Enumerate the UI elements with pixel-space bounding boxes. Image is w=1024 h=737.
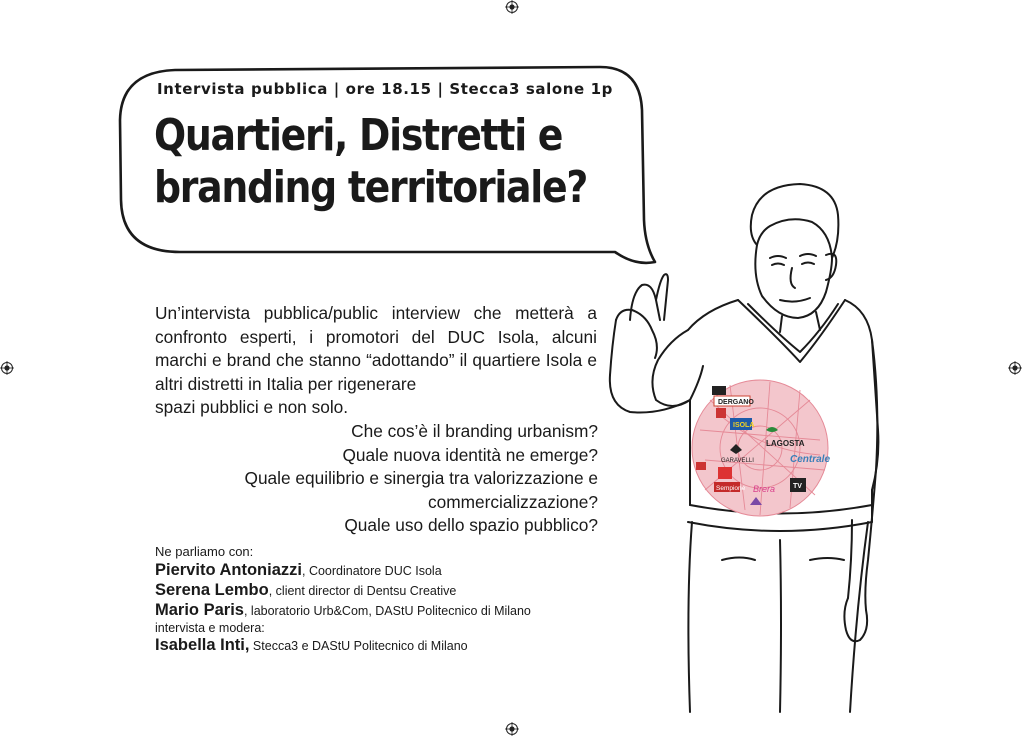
map-graphic [692,380,831,516]
speaker-entry [155,581,615,601]
speakers-intro: Ne parliamo con: [155,544,254,559]
question-item: commercializzazione? [428,491,598,512]
speaker-name: Piervito Antoniazzi [155,561,302,579]
speaker-entry [155,601,615,636]
speaker-name: Serena Lembo [155,581,269,599]
speaker-name: Isabella Inti, [155,636,250,654]
brera-label: Brera [753,484,776,494]
speakers-section [155,543,615,656]
speaker-role: , client director di Dentsu Creative [268,584,457,598]
logo-badge [696,462,706,470]
dergano-label: DERGANO [718,399,754,406]
title-line-2: branding territoriale? [154,162,587,213]
speaker-role: , Coordinatore DUC Isola [302,564,442,578]
speaker-entry [155,561,615,581]
speaker-name: Mario Paris [155,601,244,619]
moderator-note: intervista e modera: [155,621,265,635]
intro-last-line: spazi pubblici e non solo. [155,397,349,418]
logo-badge [712,386,726,395]
ferrari-icon [716,408,726,418]
intro-body: Un’intervista pubblica/public interview che metterà a confronto esperti, i promotori del DUC Isola, alcuni marchi e brand che stanno “adottando” il quartiere Isola e altri distretti in Italia per rigenerare [155,303,597,394]
lagosta-label: LAGOSTA [766,439,805,448]
centrale-label: Centrale [790,454,831,465]
intro-paragraph [155,302,597,420]
question-item: Quale uso dello spazio pubblico? [344,515,598,536]
logo-badge [718,467,732,479]
question-item: Quale equilibrio e sinergia tra valorizzazione e [244,468,598,489]
title-line-1: Quartieri, Distretti e [154,110,563,161]
question-item: Che cos’è il branding urbanism? [351,421,598,441]
page-title [154,110,618,214]
sempione-label: Sempione [716,485,746,492]
questions-list [150,420,598,538]
garavelli-label: GARAVELLI [721,458,754,464]
question-item: Quale nuova identità ne emerge? [342,444,598,465]
speaker-role: Stecca3 e DAStU Politecnico di Milano [249,639,468,653]
isola-label: ISOLA [733,422,755,429]
speaker-role: , laboratorio Urb&Com, DAStU Politecnico di Milano [243,604,531,618]
tv-label: TV [793,483,802,490]
man-illustration [600,170,890,718]
speaker-entry [155,636,615,656]
event-info: Intervista pubblica | ore 18.15 | Stecca3 salone 1p [157,80,613,98]
